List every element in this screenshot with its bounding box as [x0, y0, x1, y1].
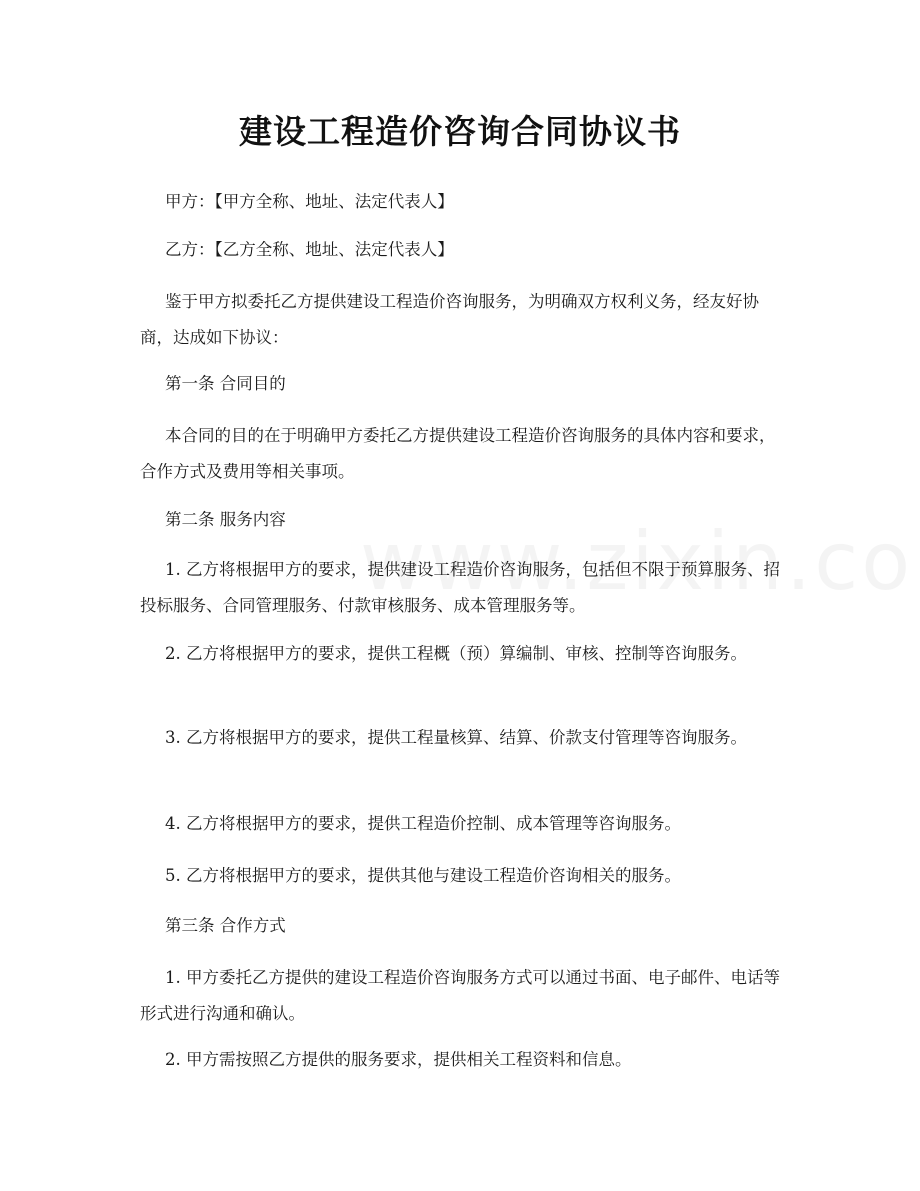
- article-2-item-4: 4. 乙方将根据甲方的要求，提供工程造价控制、成本管理等咨询服务。: [165, 814, 681, 833]
- document-title: 建设工程造价咨询合同协议书: [239, 112, 681, 151]
- article-2-item-5: 5. 乙方将根据甲方的要求，提供其他与建设工程造价咨询相关的服务。: [165, 866, 681, 885]
- article-2-item-3: 3. 乙方将根据甲方的要求，提供工程量核算、结算、价款支付管理等咨询服务。: [165, 728, 747, 747]
- article-3-item-2: 2. 甲方需按照乙方提供的服务要求，提供相关工程资料和信息。: [165, 1050, 632, 1069]
- article-2-item-2: 2. 乙方将根据甲方的要求，提供工程概（预）算编制、审核、控制等咨询服务。: [165, 644, 747, 663]
- party-b-line: 乙方：【乙方全称、地址、法定代表人】: [165, 240, 454, 259]
- article-2-item-1: 1. 乙方将根据甲方的要求，提供建设工程造价咨询服务，包括但不限于预算服务、招投标服务、合同管理服务、付款审核服务、成本管理服务等。: [140, 560, 780, 615]
- article-3-item-1: 1. 甲方委托乙方提供的建设工程造价咨询服务方式可以通过书面、电子邮件、电话等形式进行沟通和确认。: [140, 968, 780, 1023]
- article-2-heading: 第二条 服务内容: [165, 510, 286, 529]
- preamble-paragraph: 鉴于甲方拟委托乙方提供建设工程造价咨询服务，为明确双方权利义务，经友好协商，达成如下协议：: [140, 292, 759, 347]
- party-a-line: 甲方：【甲方全称、地址、法定代表人】: [165, 192, 454, 211]
- article-1-body: 本合同的目的在于明确甲方委托乙方提供建设工程造价咨询服务的具体内容和要求，合作方式及费用等相关事项。: [140, 426, 776, 481]
- article-3-heading: 第三条 合作方式: [165, 916, 286, 935]
- article-1-heading: 第一条 合同目的: [165, 374, 286, 393]
